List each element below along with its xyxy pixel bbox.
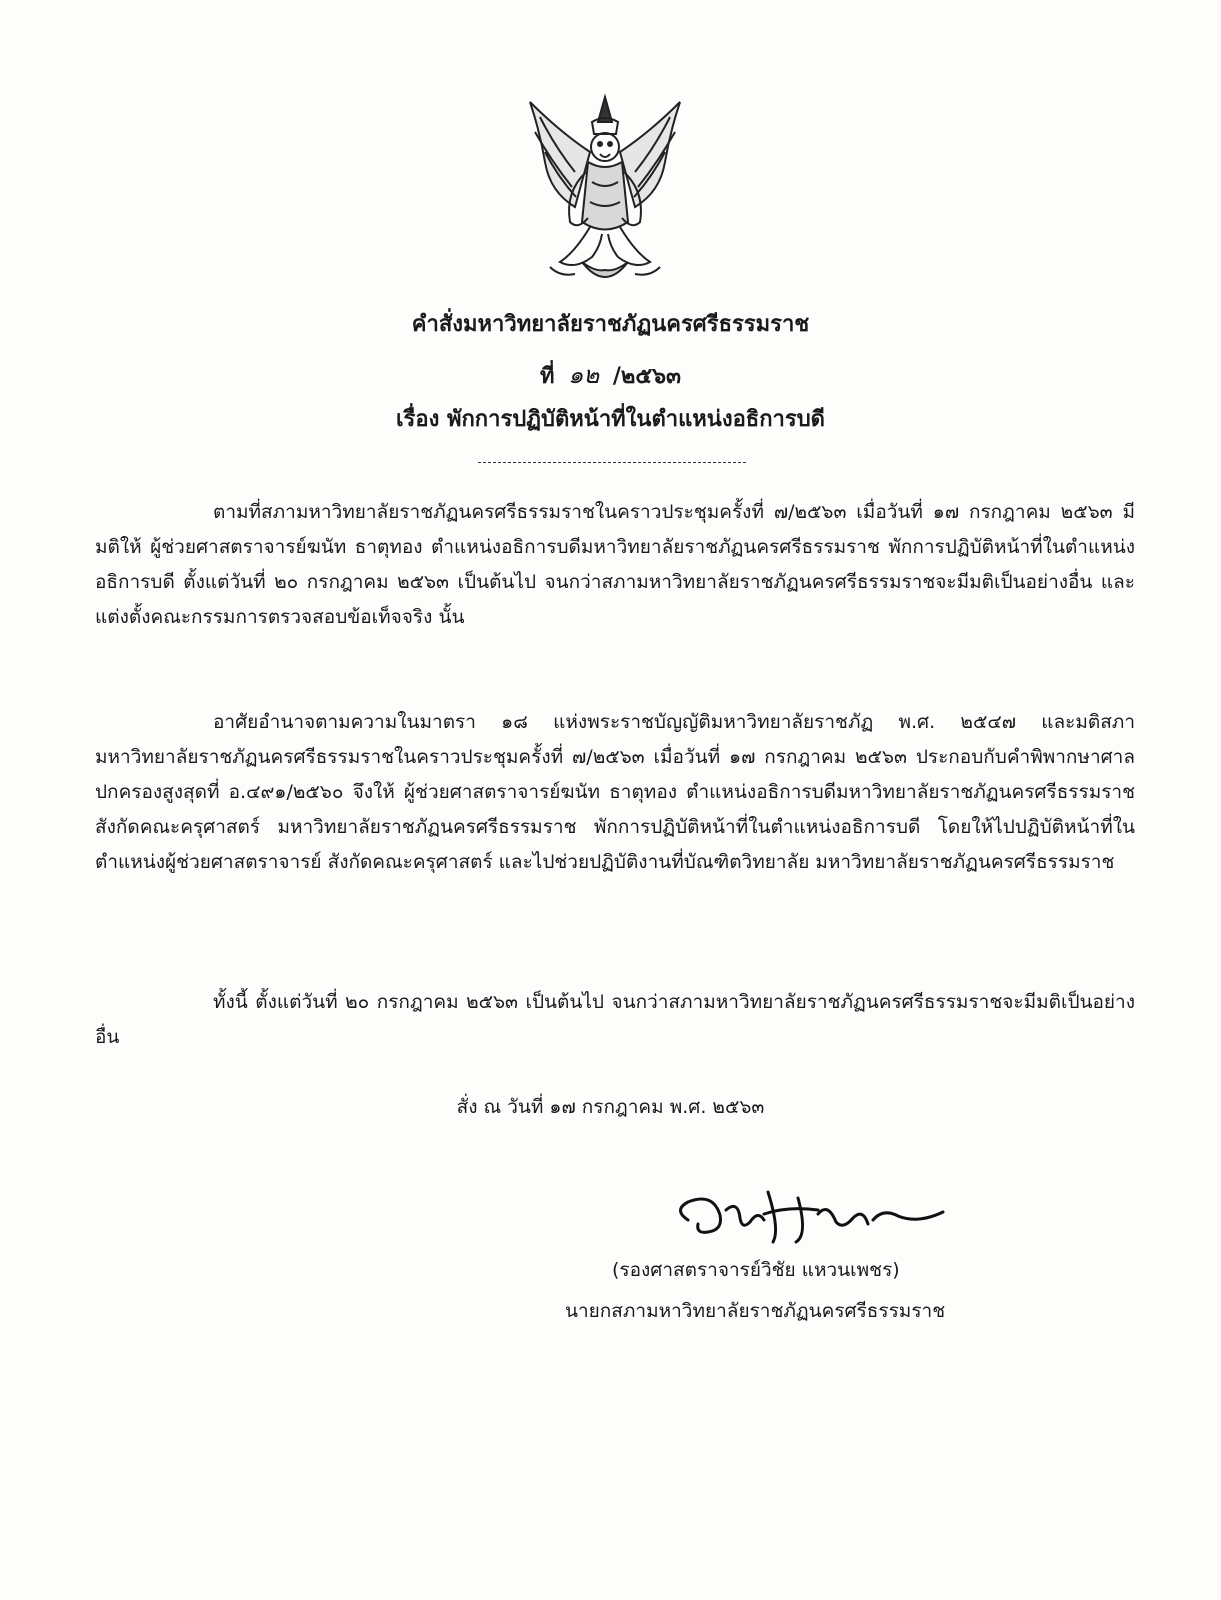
body-paragraph (95, 985, 1135, 1055)
garuda-emblem-icon (520, 92, 690, 292)
order-subject: เรื่อง พักการปฏิบัติหน้าที่ในตำแหน่งอธิการบดี (396, 407, 825, 432)
order-number-handwritten: ๑๒ (568, 361, 600, 389)
signatory-position: นายกสภามหาวิทยาลัยราชภัฏนครศรีธรรมราช (565, 1300, 946, 1322)
body-paragraph (95, 495, 1135, 635)
order-number-suffix: /๒๕๖๓ (612, 364, 682, 389)
order-number (0, 360, 1221, 392)
order-title: คำสั่งมหาวิทยาลัยราชภัฏนครศรีธรรมราช (411, 312, 810, 337)
signature-image (668, 1180, 958, 1250)
body-paragraph (95, 705, 1135, 880)
title-divider (478, 462, 746, 463)
order-number-prefix: ที่ (539, 364, 555, 389)
paragraph-text: ทั้งนี้ ตั้งแต่วันที่ ๒๐ กรกฎาคม ๒๕๖๓ เป็นต้นไป จนกว่าสภามหาวิทยาลัยราชภัฏนครศรีธรรมราชจะมีมติเป็นอย่างอื่น (95, 991, 1135, 1048)
signatory-name: (รองศาสตราจารย์วิชัย แหวนเพชร) (612, 1259, 900, 1281)
paragraph-text: อาศัยอำนาจตามความในมาตรา ๑๘ แห่งพระราชบัญญัติมหาวิทยาลัยราชภัฏ พ.ศ. ๒๕๔๗ และมติสภามหาวิทยาลัยราชภัฏนครศรีธรรมราชในคราวประชุมครั้งที่ ๗/๒๕๖๓ เมื่อวันที่ ๑๗ กรกฎาคม ๒๕๖๓ ประกอบกับคำพิพากษาศาลปกครองสูงสุดที่ อ.๔๙๑/๒๕๖๐ จึงให้ ผู้ช่วยศาสตราจารย์ฆนัท ธาตุทอง ตำแหน่งอธิการบดีมหาวิทยาลัยราชภัฏนครศรีธรรมราช สังกัดคณะครุศาสตร์ มหาวิทยาลัยราชภัฏนครศรีธรรมราช พักการปฏิบัติหน้าที่ในตำแหน่งอธิการบดี โดยให้ไปปฏิบัติหน้าที่ในตำแหน่งผู้ช่วยศาสตราจารย์ สังกัดคณะครุศาสตร์ และไปช่วยปฏิบัติงานที่บัณฑิตวิทยาลัย มหาวิทยาลัยราชภัฏนครศรีธรรมราช (95, 711, 1135, 873)
paragraph-text: ตามที่สภามหาวิทยาลัยราชภัฏนครศรีธรรมราชในคราวประชุมครั้งที่ ๗/๒๕๖๓ เมื่อวันที่ ๑๗ กรกฎาคม ๒๕๖๓ มีมติให้ ผู้ช่วยศาสตราจารย์ฆนัท ธาตุทอง ตำแหน่งอธิการบดีมหาวิทยาลัยราชภัฏนครศรีธรรมราช พักการปฏิบัติหน้าที่ในตำแหน่งอธิการบดี ตั้งแต่วันที่ ๒๐ กรกฎาคม ๒๕๖๓ เป็นต้นไป จนกว่าสภามหาวิทยาลัยราชภัฏนครศรีธรรมราชจะมีมติเป็นอย่างอื่น และแต่งตั้งคณะกรรมการตรวจสอบข้อเท็จจริง นั้น (95, 501, 1135, 628)
order-date: สั่ง ณ วันที่ ๑๗ กรกฎาคม พ.ศ. ๒๕๖๓ (456, 1096, 765, 1118)
